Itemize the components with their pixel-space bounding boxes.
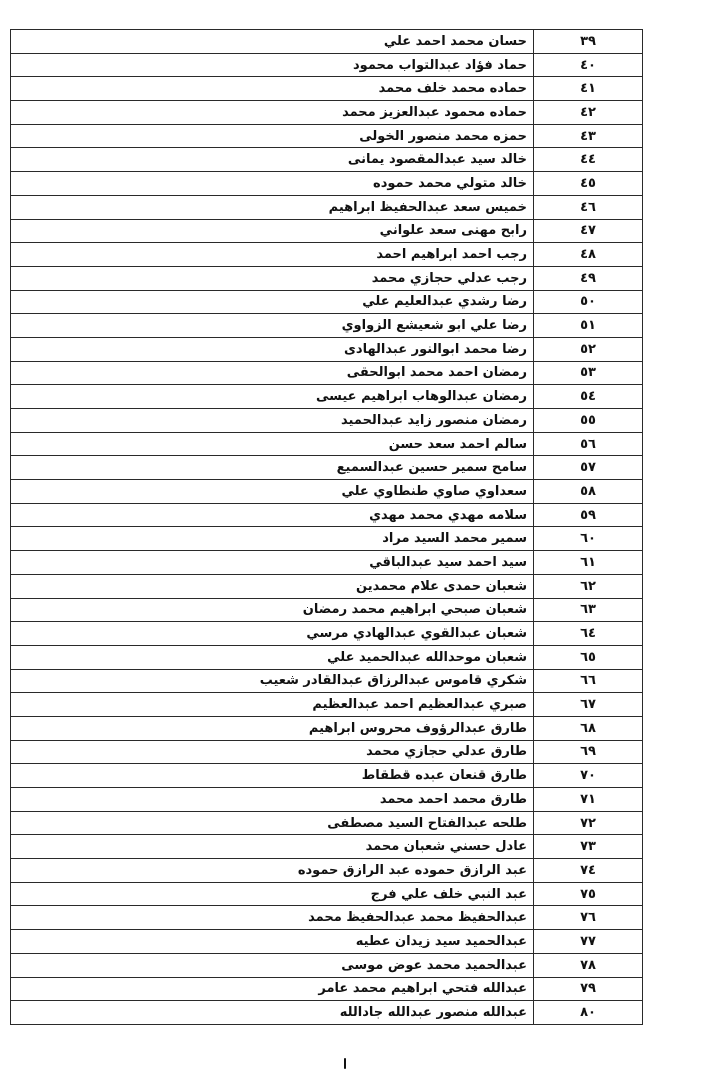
table-row	[11, 77, 643, 101]
table-row	[11, 788, 643, 812]
row-name: رمضان منصور زايد عبدالحميد	[11, 409, 534, 433]
table-row	[11, 598, 643, 622]
row-number: ٣٩	[534, 30, 643, 54]
row-name: حمزه محمد منصور الخولى	[11, 124, 534, 148]
row-number: ٦٣	[534, 598, 643, 622]
row-name: حماده محمود عبدالعزيز محمد	[11, 101, 534, 125]
row-number: ٦٦	[534, 669, 643, 693]
table-row	[11, 124, 643, 148]
row-name: عبدالله فتحي ابراهيم محمد عامر	[11, 977, 534, 1001]
row-name: رمضان عبدالوهاب ابراهيم عيسى	[11, 385, 534, 409]
row-number: ٨٠	[534, 1001, 643, 1025]
row-name: رضا رشدي عبدالعليم علي	[11, 290, 534, 314]
table-row	[11, 811, 643, 835]
row-number: ٧٢	[534, 811, 643, 835]
row-name: عبد النبي خلف علي فرج	[11, 882, 534, 906]
row-name: طارق قنعان عبده قطقاط	[11, 764, 534, 788]
table-row	[11, 835, 643, 859]
row-name: سيد احمد سيد عبدالباقي	[11, 551, 534, 575]
table-row	[11, 432, 643, 456]
row-name: طارق محمد احمد محمد	[11, 788, 534, 812]
row-name: شعبان صبحي ابراهيم محمد رمضان	[11, 598, 534, 622]
row-number: ٧٧	[534, 930, 643, 954]
table-row	[11, 693, 643, 717]
row-name: شعبان موحدالله عبدالحميد علي	[11, 645, 534, 669]
row-number: ٦٧	[534, 693, 643, 717]
row-name: رضا محمد ابوالنور عبدالهادى	[11, 337, 534, 361]
row-name: خميس سعد عبدالحفيظ ابراهيم	[11, 195, 534, 219]
row-number: ٧٣	[534, 835, 643, 859]
row-number: ٤٨	[534, 243, 643, 267]
row-number: ٥٥	[534, 409, 643, 433]
table-row	[11, 503, 643, 527]
row-number: ٤٠	[534, 53, 643, 77]
names-table	[10, 29, 643, 1025]
row-number: ٧٦	[534, 906, 643, 930]
row-name: خالد سيد عبدالمقصود يمانى	[11, 148, 534, 172]
row-number: ٥٧	[534, 456, 643, 480]
row-number: ٥٠	[534, 290, 643, 314]
row-number: ٦٨	[534, 716, 643, 740]
row-number: ٧٩	[534, 977, 643, 1001]
row-number: ٦٠	[534, 527, 643, 551]
row-number: ٦١	[534, 551, 643, 575]
row-number: ٤١	[534, 77, 643, 101]
row-number: ٤٧	[534, 219, 643, 243]
row-name: سامح سمير حسين عبدالسميع	[11, 456, 534, 480]
row-number: ٥٢	[534, 337, 643, 361]
table-row	[11, 266, 643, 290]
row-number: ٧٥	[534, 882, 643, 906]
table-row	[11, 361, 643, 385]
row-name: خالد متولي محمد حموده	[11, 172, 534, 196]
row-name: طارق عدلي حجازي محمد	[11, 740, 534, 764]
row-name: سعداوي صاوي طنطاوي علي	[11, 480, 534, 504]
row-number: ٥١	[534, 314, 643, 338]
table-row	[11, 290, 643, 314]
table-row	[11, 148, 643, 172]
row-number: ٤٩	[534, 266, 643, 290]
row-name: رضا علي ابو شعيشع الزواوي	[11, 314, 534, 338]
row-number: ٧٤	[534, 859, 643, 883]
table-row	[11, 882, 643, 906]
table-row	[11, 53, 643, 77]
table-row	[11, 622, 643, 646]
row-name: عادل حسني شعبان محمد	[11, 835, 534, 859]
row-number: ٥٦	[534, 432, 643, 456]
row-number: ٦٩	[534, 740, 643, 764]
table-row	[11, 930, 643, 954]
table-row	[11, 859, 643, 883]
row-number: ٧٠	[534, 764, 643, 788]
row-name: عبدالحميد محمد عوض موسى	[11, 953, 534, 977]
row-name: حماده محمد خلف محمد	[11, 77, 534, 101]
table-row	[11, 764, 643, 788]
row-number: ٥٣	[534, 361, 643, 385]
row-name: عبدالحميد سيد زيدان عطيه	[11, 930, 534, 954]
row-number: ٤٦	[534, 195, 643, 219]
table-row	[11, 574, 643, 598]
row-name: سمير محمد السيد مراد	[11, 527, 534, 551]
row-name: حماد فؤاد عبدالتواب محمود	[11, 53, 534, 77]
table-row	[11, 385, 643, 409]
row-name: شعبان عبدالقوي عبدالهادي مرسي	[11, 622, 534, 646]
row-number: ٦٢	[534, 574, 643, 598]
table-row	[11, 1001, 643, 1025]
row-number: ٤٢	[534, 101, 643, 125]
row-number: ٦٤	[534, 622, 643, 646]
row-name: شعبان حمدى علام محمدين	[11, 574, 534, 598]
row-name: رمضان احمد محمد ابوالحقى	[11, 361, 534, 385]
table-row	[11, 195, 643, 219]
table-row	[11, 645, 643, 669]
table-row	[11, 409, 643, 433]
table-row	[11, 243, 643, 267]
table-row	[11, 172, 643, 196]
table-row	[11, 527, 643, 551]
table-row	[11, 669, 643, 693]
row-number: ٥٤	[534, 385, 643, 409]
row-name: صبري عبدالعظيم احمد عبدالعظيم	[11, 693, 534, 717]
row-name: طلحه عبدالفتاح السيد مصطفى	[11, 811, 534, 835]
table-row	[11, 337, 643, 361]
row-number: ٤٤	[534, 148, 643, 172]
row-name: شكري قاموس عبدالرزاق عبدالقادر شعيب	[11, 669, 534, 693]
row-name: عبد الرازق حموده عبد الرازق حموده	[11, 859, 534, 883]
table-row	[11, 953, 643, 977]
row-name: عبدالحفيظ محمد عبدالحفيظ محمد	[11, 906, 534, 930]
row-name: عبدالله منصور عبدالله جادالله	[11, 1001, 534, 1025]
row-number: ٧٨	[534, 953, 643, 977]
row-number: ٤٣	[534, 124, 643, 148]
pen-mark	[344, 1058, 346, 1069]
row-name: رجب احمد ابراهيم احمد	[11, 243, 534, 267]
table-row	[11, 101, 643, 125]
table-row	[11, 716, 643, 740]
row-number: ٦٥	[534, 645, 643, 669]
row-number: ٥٩	[534, 503, 643, 527]
row-number: ٧١	[534, 788, 643, 812]
table-row	[11, 977, 643, 1001]
table-row	[11, 906, 643, 930]
table-row	[11, 740, 643, 764]
row-name: رجب عدلي حجازي محمد	[11, 266, 534, 290]
table-row	[11, 480, 643, 504]
row-number: ٤٥	[534, 172, 643, 196]
row-name: سلامه مهدي محمد مهدي	[11, 503, 534, 527]
table-row	[11, 456, 643, 480]
row-name: طارق عبدالرؤوف محروس ابراهيم	[11, 716, 534, 740]
row-name: سالم احمد سعد حسن	[11, 432, 534, 456]
table-row	[11, 314, 643, 338]
table-row	[11, 219, 643, 243]
row-name: حسان محمد احمد علي	[11, 30, 534, 54]
table-row	[11, 30, 643, 54]
table-row	[11, 551, 643, 575]
row-name: رابح مهنى سعد علواني	[11, 219, 534, 243]
names-table-body	[11, 30, 643, 1025]
row-number: ٥٨	[534, 480, 643, 504]
